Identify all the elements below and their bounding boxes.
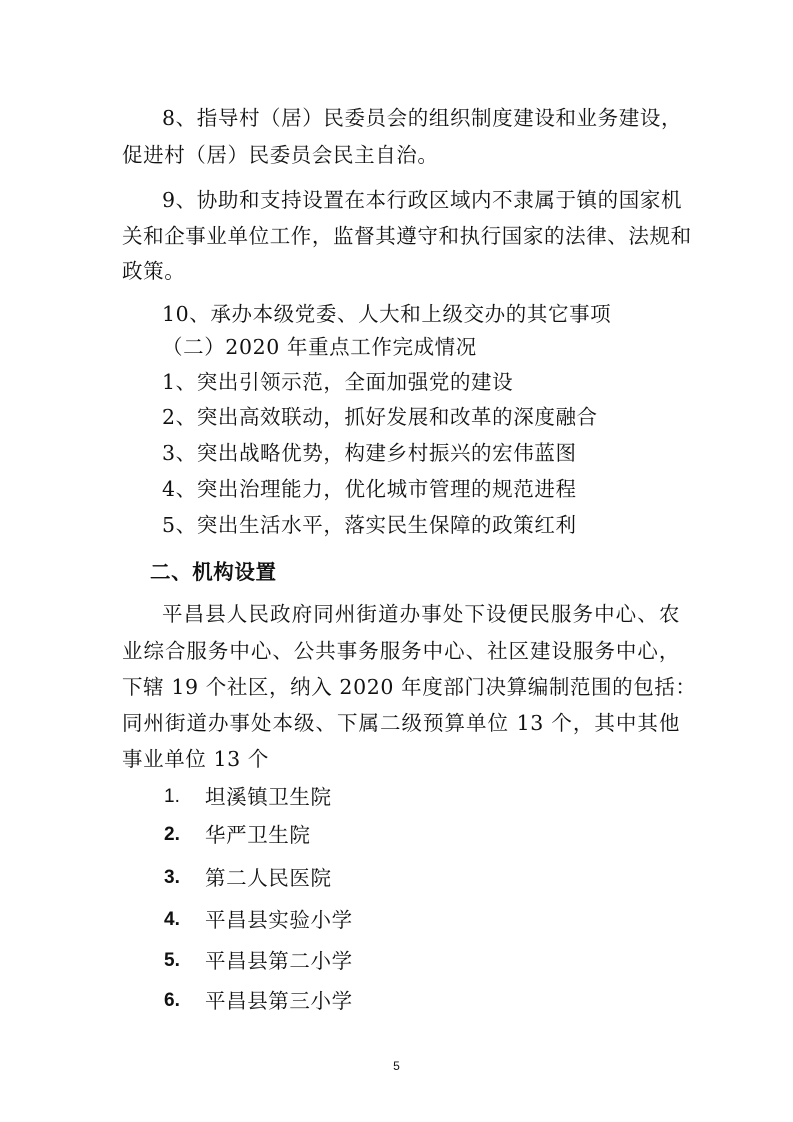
unit-number: 6. [164,990,180,1011]
section-heading-org: 二、机构设置 [150,560,277,584]
duty-10: 10、承办本级党委、人大和上级交办的其它事项 [162,302,612,326]
section-2-title: （二）2020 年重点工作完成情况 [162,335,477,359]
key-work-item: 5、突出生活水平，落实民生保障的政策红利 [162,513,577,537]
unit-number: 3. [164,867,180,888]
org-para-line-4: 同州街道办事处本级、下属二级预算单位 13 个，其中其他 [122,711,680,735]
org-para-line-2: 业综合服务中心、公共事务服务中心、社区建设服务中心， [122,639,680,663]
key-work-item: 3、突出战略优势，构建乡村振兴的宏伟蓝图 [162,441,577,465]
key-work-item: 2、突出高效联动，抓好发展和改革的深度融合 [162,405,598,429]
org-para-line-5: 事业单位 13 个 [122,747,270,771]
key-work-item: 1、突出引领示范，全面加强党的建设 [162,370,514,394]
unit-number: 1. [164,786,180,807]
org-para-line-3: 下辖 19 个社区，纳入 2020 年度部门决算编制范围的包括： [122,675,697,699]
duty-8-line-2: 促进村（居）民委员会民主自治。 [122,143,439,167]
duty-9-line-1: 9、协助和支持设置在本行政区域内不隶属于镇的国家机 [162,188,683,212]
unit-name: 平昌县第二小学 [205,949,353,973]
duty-9-line-2: 关和企事业单位工作，监督其遵守和执行国家的法律、法规和 [122,224,692,248]
key-work-item: 4、突出治理能力，优化城市管理的规范进程 [162,477,577,501]
org-para-line-1: 平昌县人民政府同州街道办事处下设便民服务中心、农 [162,602,680,626]
unit-name: 华严卫生院 [205,823,311,847]
unit-number: 2. [164,824,180,845]
unit-name: 平昌县实验小学 [205,908,353,932]
unit-name: 坦溪镇卫生院 [205,785,332,809]
unit-number: 4. [164,909,180,930]
unit-name: 平昌县第三小学 [205,989,353,1013]
unit-number: 5. [164,950,180,971]
page-number: 5 [393,1059,400,1073]
duty-8-line-1: 8、指导村（居）民委员会的组织制度建设和业务建设， [162,106,683,130]
unit-name: 第二人民医院 [205,866,332,890]
duty-9-line-3: 政策。 [122,259,186,283]
